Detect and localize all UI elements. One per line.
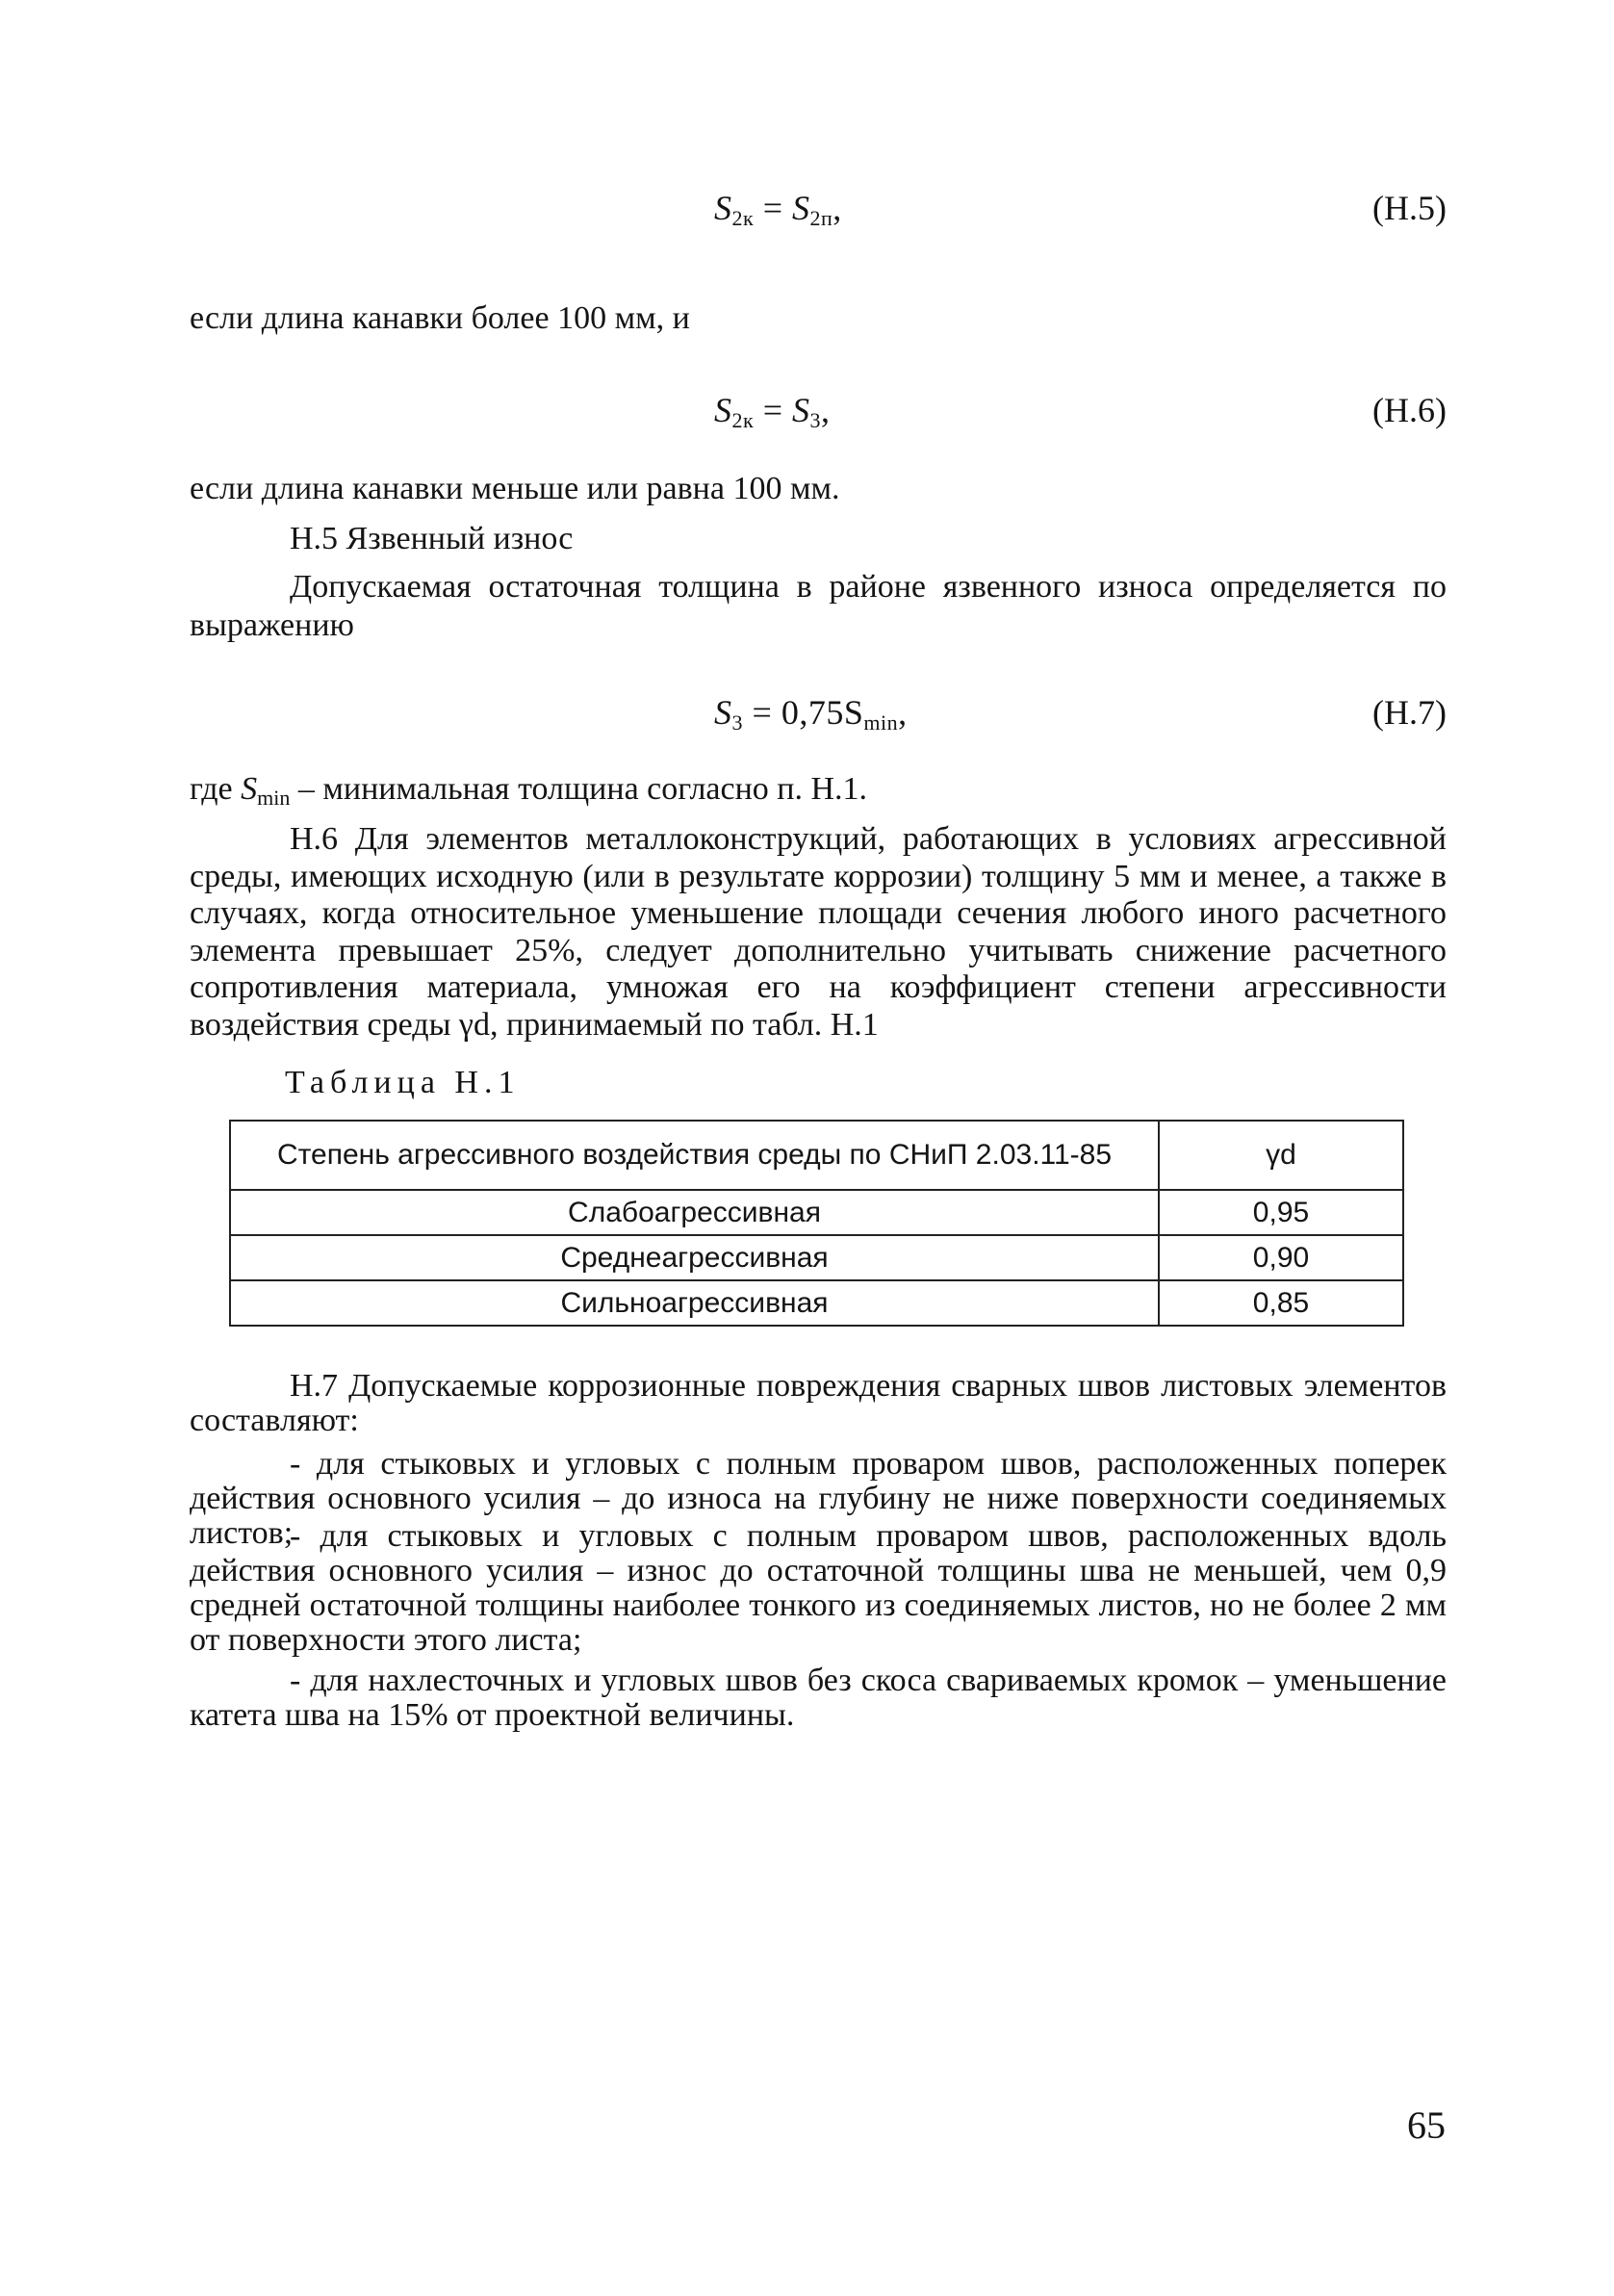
table-cell-gamma: 0,90: [1159, 1235, 1403, 1280]
section-h7-item-3: - для нахлесточных и угловых швов без скоса свариваемых кромок – уменьшение катета шва на 15% от проектной величины.: [190, 1663, 1447, 1733]
table-caption: Таблица Н.1: [285, 1065, 521, 1100]
table-header-row: [230, 1121, 1403, 1190]
paragraph-canal-short: если длина канавки меньше или равна 100 мм.: [190, 471, 840, 506]
section-h7-item-1: - для стыковых и угловых с полным проваром швов, расположенных поперек действия основного усилия – до износа на глубину не ниже поверхности соединяемых листов;: [190, 1446, 1447, 1551]
formula-h7-number: (Н.7): [1372, 693, 1447, 732]
formula-h5-lhs-sub: 2к: [731, 206, 755, 230]
formula-h6-rhs-sub: 3: [809, 408, 822, 432]
where-prefix: где: [190, 771, 242, 807]
table-header-gamma: γd: [1159, 1121, 1403, 1190]
formula-h7-tail: ,: [898, 693, 908, 732]
table-row: [230, 1235, 1403, 1280]
formula-h6-lhs: S: [714, 391, 732, 429]
where-rest: – минимальная толщина согласно п. Н.1.: [290, 771, 868, 807]
formula-h5-rhs-sub: 2п: [809, 206, 833, 230]
formula-h5-tail: ,: [833, 189, 842, 227]
formula-h7: $S_3 = 0,75S_{min}$,: [714, 693, 908, 735]
paragraph-canal-long: если длина канавки более 100 мм, и: [190, 300, 690, 336]
formula-h6: $S_{2к} = S_3$,: [714, 391, 831, 432]
aggressiveness-table: [229, 1120, 1404, 1327]
formula-h7-rhs-sub: min: [863, 710, 899, 735]
formula-h5: $S_{2к} = S_{2п}$,: [714, 189, 842, 230]
table-cell-environment: Среднеагрессивная: [230, 1235, 1159, 1280]
formula-h7-lhs: S: [714, 693, 732, 732]
where-symbol: S: [241, 771, 258, 807]
section-h5-title: Н.5 Язвенный износ: [290, 521, 574, 556]
formula-h6-tail: ,: [821, 391, 831, 429]
table-cell-gamma: 0,85: [1159, 1280, 1403, 1326]
section-h7-intro: Н.7 Допускаемые коррозионные повреждения сварных швов листовых элементов составляют:: [190, 1368, 1447, 1438]
section-h7-item-2: - для стыковых и угловых с полным проваром швов, расположенных вдоль действия основного усилия – износ до остаточной толщины шва не меньшей, чем 0,9 средней остаточной толщины наиболее тонкого из соединяемых листов, но не более 2 мм от поверхности этого листа;: [190, 1518, 1447, 1658]
table-cell-gamma: 0,95: [1159, 1190, 1403, 1235]
formula-h5-lhs: S: [714, 189, 732, 227]
page-number: 65: [1407, 2103, 1446, 2147]
table-header-environment: Степень агрессивного воздействия среды по СНиП 2.03.11-85: [230, 1121, 1159, 1190]
formula-h7-rhs: 0,75S: [781, 693, 864, 732]
formula-h5-number: (Н.5): [1372, 189, 1447, 227]
section-h5-body: Допускаемая остаточная толщина в районе язвенного износа определяется по выражению: [190, 569, 1447, 643]
formula-h6-number: (Н.6): [1372, 391, 1447, 429]
table-cell-environment: Сильноагрессивная: [230, 1280, 1159, 1326]
section-h6: Н.6 Для элементов металлоконструкций, работающих в условиях агрессивной среды, имеющих исходную (или в результате коррозии) толщину 5 мм и менее, а также в случаях, когда относительное уменьшение площади сечения любого иного расчетного элемента превышает 25%, следует дополнительно учитывать снижение расчетного сопротивления материала, умножая его на коэффициент степени агрессивности воздействия среды γd, принимаемый по табл. Н.1: [190, 821, 1447, 1043]
formula-h7-explanation: [190, 770, 867, 817]
where-symbol-sub: min: [257, 786, 291, 810]
formula-h7-lhs-sub: 3: [731, 710, 743, 735]
table-row: [230, 1280, 1403, 1326]
table-row: [230, 1190, 1403, 1235]
table-cell-environment: Слабоагрессивная: [230, 1190, 1159, 1235]
formula-h6-rhs: S: [792, 391, 810, 429]
formula-h6-lhs-sub: 2к: [731, 408, 755, 432]
formula-h5-rhs: S: [792, 189, 810, 227]
